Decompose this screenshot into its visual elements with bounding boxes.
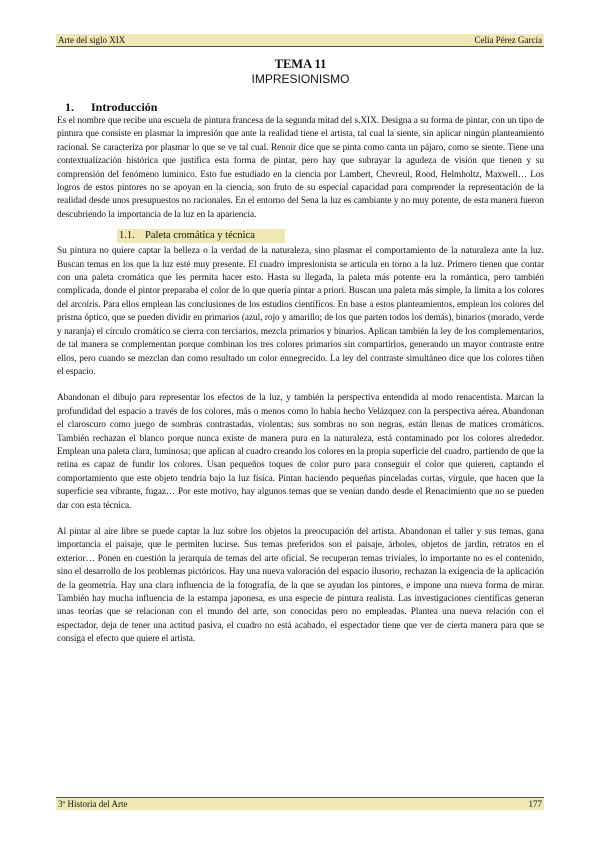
page-number: 177: [528, 799, 542, 809]
section-number: 1.: [65, 100, 74, 114]
paragraph-open-air: Al pintar al aire libre se puede captar la luz sobre los objetos la preocupación del artista. Abandonan el taller y sus temas, gana importancia el paisaje, que le permiten lucirse. Sus temas preferidos son el paisaje, árboles, objetos de jardín, retratos en el exterior… Ponen en cuestión la jerarquía de temas del arte oficial. Se recuperan temas triviales, lo importante no es el contenido, sino el desarrollo de los problemas pictóricos. Hay una nueva valoración del espacio ilusorio, rechazan la exigencia de la aplicación de la geometría. Hay una clara influencia de la fotografía, de la que se ayudan los pintores, e impone una nueva forma de mirar. También hay mucha influencia de la estampa japonesa, es una especie de pintura realista. Las investigaciones científicas generan unas teorías que se relacionan con el mundo del arte, son conocidas pero no empleadas. Plantea una nueva relación con el espectador, deja de tener una actitud pasiva, el cuadro no está acabado, el espectador tiene que ver de cierta manera para que se consiga el efecto que quiere el artista.: [57, 526, 544, 645]
subsection-number: 1.1.: [119, 230, 135, 242]
paragraph-drawing: Abandonan el dibujo para representar los efectos de la luz, y también la perspectiva entendida al modo renacentista. Marcan la profundidad del espacio a través de los colores, más o menos como lo había hecho Velázquez con la perspectiva aérea. Abandonan el claroscuro como juego de sombras contrastadas, violentas; sus sombras no son negras, están llenas de matices cromáticos. También rechazan el blanco porque nunca existe de manera pura en la naturaleza, está contaminado por los colores alrededor. Emplean una paleta clara, luminosa; que aplican al cuadro creando los colores en la propia superficie del cuadro, partiendo de que la retina es capaz de fundir los colores. Usan pequeños toques de color puro para conseguir el color que quieren, captando el comportamiento que este objeto tendría bajo la luz física. Pintan haciendo pequeñas pinceladas cortas, vírgule, que hacen que la superficie sea vibrante, fugaz… Por este motivo, hay algunos temas que se venían dando desde el Renacimiento que no se pueden dar con esta técnica.: [57, 393, 544, 511]
document-body: [57, 56, 544, 647]
page-footer: [56, 797, 544, 810]
intro-paragraph: Es el nombre que recibe una escuela de pintura francesa de la segunda mitad del s.XIX. Designa a su forma de pintar, con un tipo de pintura que consiste en plasmar la impresión que ante la realidad tiene el artista, tal cual la siente, sin aplicar ningún planteamiento racional. Se caracteriza por plasmar lo que se ve tal cual. Renoir dice que se pinta como canta un pájaro, como se siente. Tiene una contextualización histórica que justifica esta forma de pintar, pero hay que subrayar la agudeza de visión que tienen y su comprensión del fenómeno lumínico. Esto fue estudiado en la ciencia por Lambert, Chevreul, Rood, Helmholtz, Maxwell… Los logros de estos pintores no se apoyan en la ciencia, son fruto de su especial capacidad para comprender la representación de la realidad desde unos presupuestos no racionales. En el entorno del Sena la luz es cambiante y no muy potente, de esta manera fueron descubriendo la importancia de la luz en la apariencia.: [57, 116, 544, 220]
section-heading: [57, 99, 544, 115]
header-author: Celia Pérez García: [474, 35, 542, 45]
header-course-title: Arte del siglo XIX: [58, 35, 126, 45]
paragraph-palette: Su pintura no quiere captar la belleza o la verdad de la naturaleza, sino plasmar el comportamiento de la naturaleza ante la luz. Buscan temas en los que la luz esté muy presente. El cuadro impresionista se articula en torno a la luz. Primero tienen que contar con una paleta cromática que les permita hacer esto. Hasta su llegada, la paleta más potente era la romántica, pero también complicada, donde el pintor preparaba el color de lo que quería pintar a priori. Buscan una paleta más simple, la limita a los colores del arcoíris. Para ellos emplean las conclusiones de los estudios científicos. En base a estos planteamientos, emplean los colores del prisma óptico, que se pueden dividir en primarios (azul, rojo y amarillo; de los que parten todos los demás), binarios (morado, verde y naranja) el círculo cromático se cierra con terciarios, mezcla primarios y binarios. Aplican también la ley de los complementarios, de tal manera se complementan porque combinan los tres colores primarios sin compartirlos, generando un mayor contraste entre ellos, pero cuando se mezclan dan como resultado un color ennegrecido. La ley del contraste simultáneo dice que los colores tiñen el espacio.: [57, 246, 544, 377]
subsection-heading: [117, 229, 285, 243]
chapter-title: TEMA 11: [274, 57, 327, 71]
subsection-title: Paleta cromática y técnica: [145, 230, 255, 242]
footer-course: 3º Historia del Arte: [58, 799, 128, 809]
section-title: Introducción: [91, 100, 158, 114]
page-header: [56, 34, 544, 47]
chapter-subtitle: IMPRESIONISMO: [251, 72, 350, 86]
